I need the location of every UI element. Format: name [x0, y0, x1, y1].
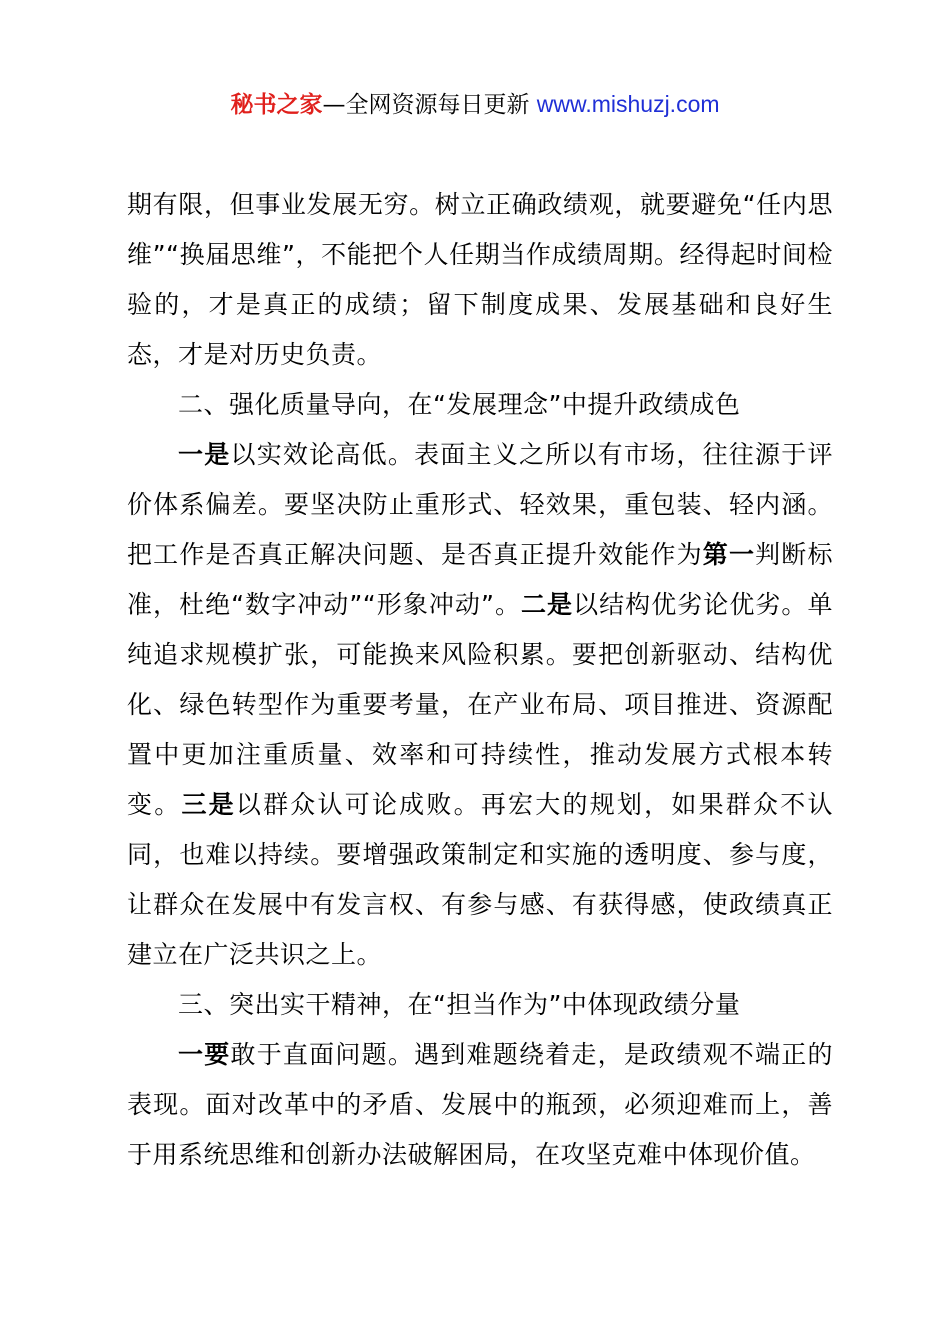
brand-name: 秘书之家	[230, 92, 323, 118]
paragraph-text: 以结构优劣论优劣。单纯追求规模扩张，可能换来风险积累。要把创新驱动、结构优化、绿色转型作为重要考量，在产业布局、项目推进、资源配置中更加注重质量、效率和可持续性，推动发展方式根本转变。	[127, 590, 833, 819]
paragraph-text: 以实效论高低。表面主义之所以有市场，往往源于评价体系偏差。要坚决防止重形式、轻效果，重包装、轻内涵。把工作是否真正解决问题、是否真正提升效能作为	[127, 440, 833, 569]
paragraph-section-2	[127, 430, 833, 980]
website-url: www.mishuzj.com	[536, 91, 720, 117]
page-header	[0, 86, 950, 123]
bold-keyword: 第一	[702, 540, 756, 569]
header-slogan: —全网资源每日更新	[322, 92, 537, 118]
paragraph-text: 敢于直面问题。遇到难题绕着走，是政绩观不端正的表现。面对改革中的矛盾、发展中的瓶颈，必须迎难而上，善于用系统思维和创新办法破解困局，在攻坚克难中体现价值。	[127, 1040, 833, 1169]
document-body	[127, 180, 833, 1180]
section-heading-2: 二、强化质量导向，在“发展理念”中提升政绩成色	[178, 390, 741, 419]
paragraph-text: 判断标准，杜绝“数字冲动”“形象冲动”。	[127, 540, 833, 619]
bold-keyword: 一是	[178, 440, 231, 469]
paragraph-section-3	[127, 1030, 833, 1180]
paragraph-text: 以群众认可论成败。再宏大的规划，如果群众不认同，也难以持续。要增强政策制定和实施的透明度、参与度，让群众在发展中有发言权、有参与感、有获得感，使政绩真正建立在广泛共识之上。	[127, 790, 833, 969]
section-heading-3: 三、突出实干精神，在“担当作为”中体现政绩分量	[178, 990, 741, 1019]
bold-keyword: 三是	[181, 790, 236, 819]
paragraph-continued: 期有限，但事业发展无穷。树立正确政绩观，就要避免“任内思维”“换届思维”，不能把个人任期当作成绩周期。经得起时间检验的，才是真正的成绩；留下制度成果、发展基础和良好生态，才是对历史负责。	[127, 190, 833, 369]
bold-keyword: 二是	[521, 590, 574, 619]
bold-keyword: 一要	[178, 1040, 231, 1069]
